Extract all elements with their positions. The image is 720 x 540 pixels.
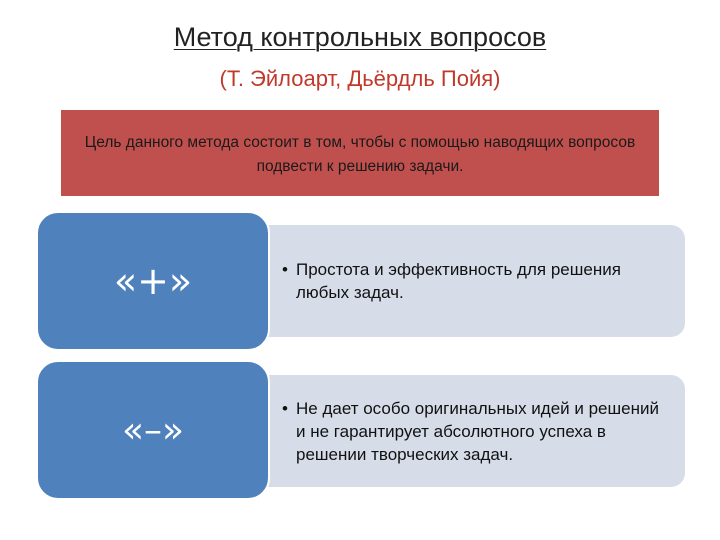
- advantage-text: Простота и эффективность для решения любых задач.: [296, 260, 621, 302]
- minus-badge: «–»: [36, 360, 270, 500]
- advantage-item: [282, 258, 667, 304]
- slide-title: Метод контрольных вопросов: [173, 22, 547, 52]
- bullet-icon: •: [282, 398, 288, 418]
- goal-box: Цель данного метода состоит в том, чтобы с помощью наводящих вопросов подвести к решению задачи.: [61, 110, 659, 196]
- disadvantage-item: [282, 397, 667, 466]
- advantage-box: [230, 225, 685, 337]
- plus-badge: «+»: [36, 211, 270, 351]
- disadvantage-text: Не дает особо оригинальных идей и решений и не гарантирует абсолютного успеха в решении творческих задач.: [296, 398, 659, 464]
- bullet-icon: •: [282, 260, 288, 279]
- slide-subtitle: (Т. Эйлоарт, Дьёрдль Пойя): [219, 66, 501, 91]
- disadvantage-box: [230, 375, 685, 487]
